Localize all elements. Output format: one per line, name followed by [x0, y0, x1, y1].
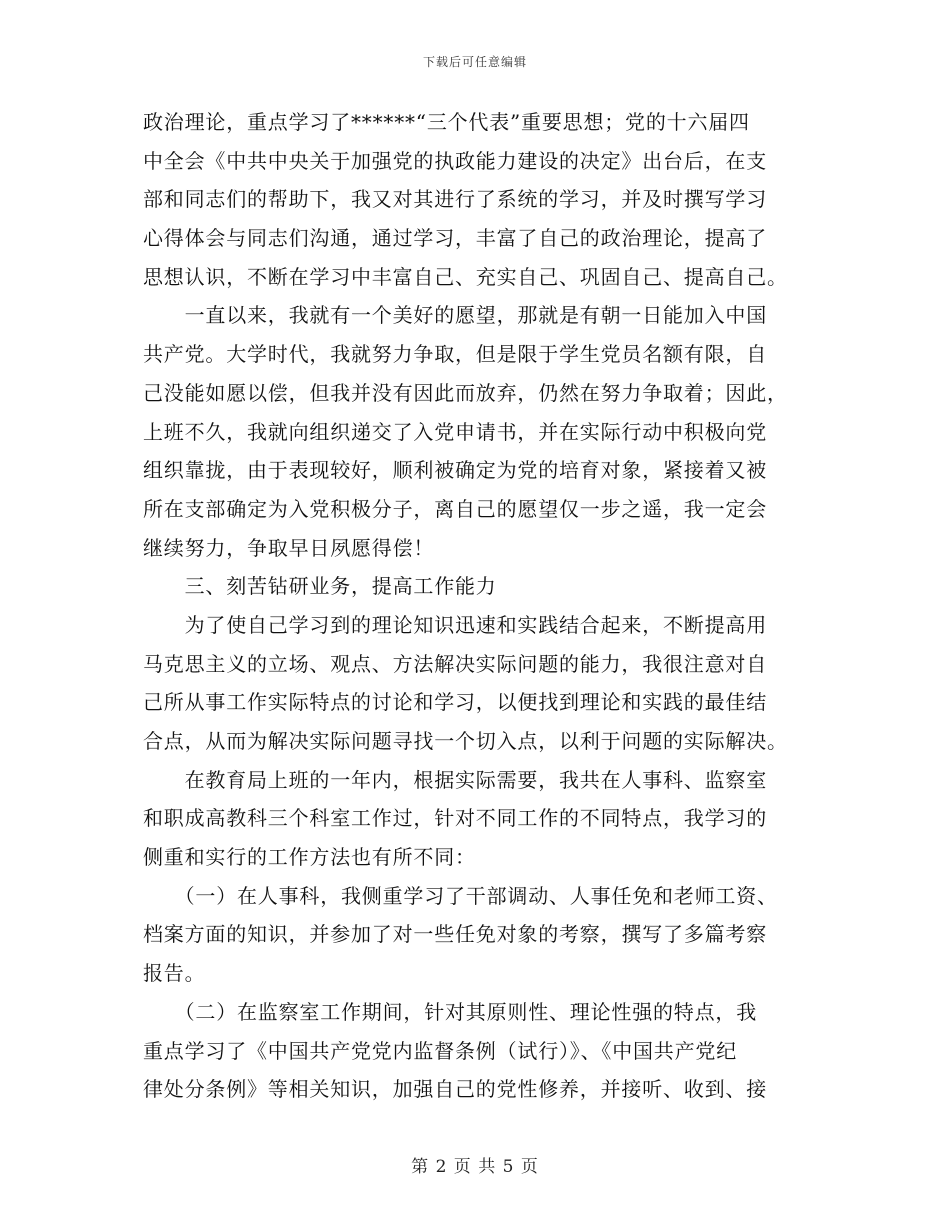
- text-line: 政治理论，重点学习了******“三个代表”重要思想；党的十六届四: [143, 110, 750, 134]
- text-line: 为了使自己学习到的理论知识迅速和实践结合起来，不断提高用: [143, 612, 767, 637]
- text-line: 档案方面的知识，并参加了对一些任免对象的考察，撰写了多篇考察: [143, 922, 767, 947]
- text-line: 律处分条例》等相关知识，加强自己的党性修养，并接听、收到、接: [143, 1077, 767, 1102]
- document-body: [143, 103, 808, 1109]
- text-line: 己所从事工作实际特点的讨论和学习，以便找到理论和实践的最佳结: [143, 690, 767, 715]
- section-heading: 三、刻苦钻研业务，提高工作能力: [143, 574, 497, 599]
- text-line: 己没能如愿以偿，但我并没有因此而放弃，仍然在努力争取着；因此，: [143, 380, 788, 405]
- text-line: 马克思主义的立场、观点、方法解决实际问题的能力，我很注意对自: [143, 651, 767, 676]
- text-line: 部和同志们的帮助下，我又对其进行了系统的学习，并及时撰写学习: [143, 187, 767, 212]
- text-line: 中全会《中共中央关于加强党的执政能力建设的决定》出台后，在支: [143, 148, 767, 173]
- text-line: 一直以来，我就有一个美好的愿望，那就是有朝一日能加入中国: [143, 303, 767, 328]
- text-line: 组织靠拢，由于表现较好，顺利被确定为党的培育对象，紧接着又被: [143, 458, 767, 483]
- text-line: 报告。: [143, 961, 206, 986]
- page-footer: 第 2 页 共 5 页: [411, 1157, 539, 1177]
- text-line: 心得体会与同志们沟通，通过学习，丰富了自己的政治理论，提高了: [143, 226, 767, 251]
- text-line: 侧重和实行的工作方法也有所不同：: [143, 845, 476, 870]
- text-line: 在教育局上班的一年内，根据实际需要，我共在人事科、监察室: [143, 767, 767, 792]
- text-line: （一）在人事科，我侧重学习了干部调动、人事任免和老师工资、: [143, 883, 778, 908]
- text-line: 共产党。大学时代，我就努力争取，但是限于学生党员名额有限，自: [143, 342, 767, 367]
- text-line: 合点，从而为解决实际问题寻找一个切入点，以利于问题的实际解决。: [143, 729, 788, 753]
- text-line: 所在支部确定为入党积极分子，离自己的愿望仅一步之遥，我一定会: [143, 496, 767, 521]
- text-line: 思想认识，不断在学习中丰富自己、充实自己、巩固自己、提高自己。: [143, 264, 788, 289]
- text-line: 和职成高教科三个科室工作过，针对不同工作的不同特点，我学习的: [143, 806, 767, 831]
- page-header: 下载后可任意编辑: [422, 55, 527, 69]
- text-line: 上班不久，我就向组织递交了入党申请书，并在实际行动中积极向党: [143, 419, 767, 444]
- text-line: 继续努力，争取早日夙愿得偿！: [143, 535, 435, 560]
- text-line: 重点学习了《中国共产党党内监督条例（试行）》、《中国共产党纪: [143, 1038, 737, 1063]
- text-line: （二）在监察室工作期间，针对其原则性、理论性强的特点，我: [143, 999, 757, 1024]
